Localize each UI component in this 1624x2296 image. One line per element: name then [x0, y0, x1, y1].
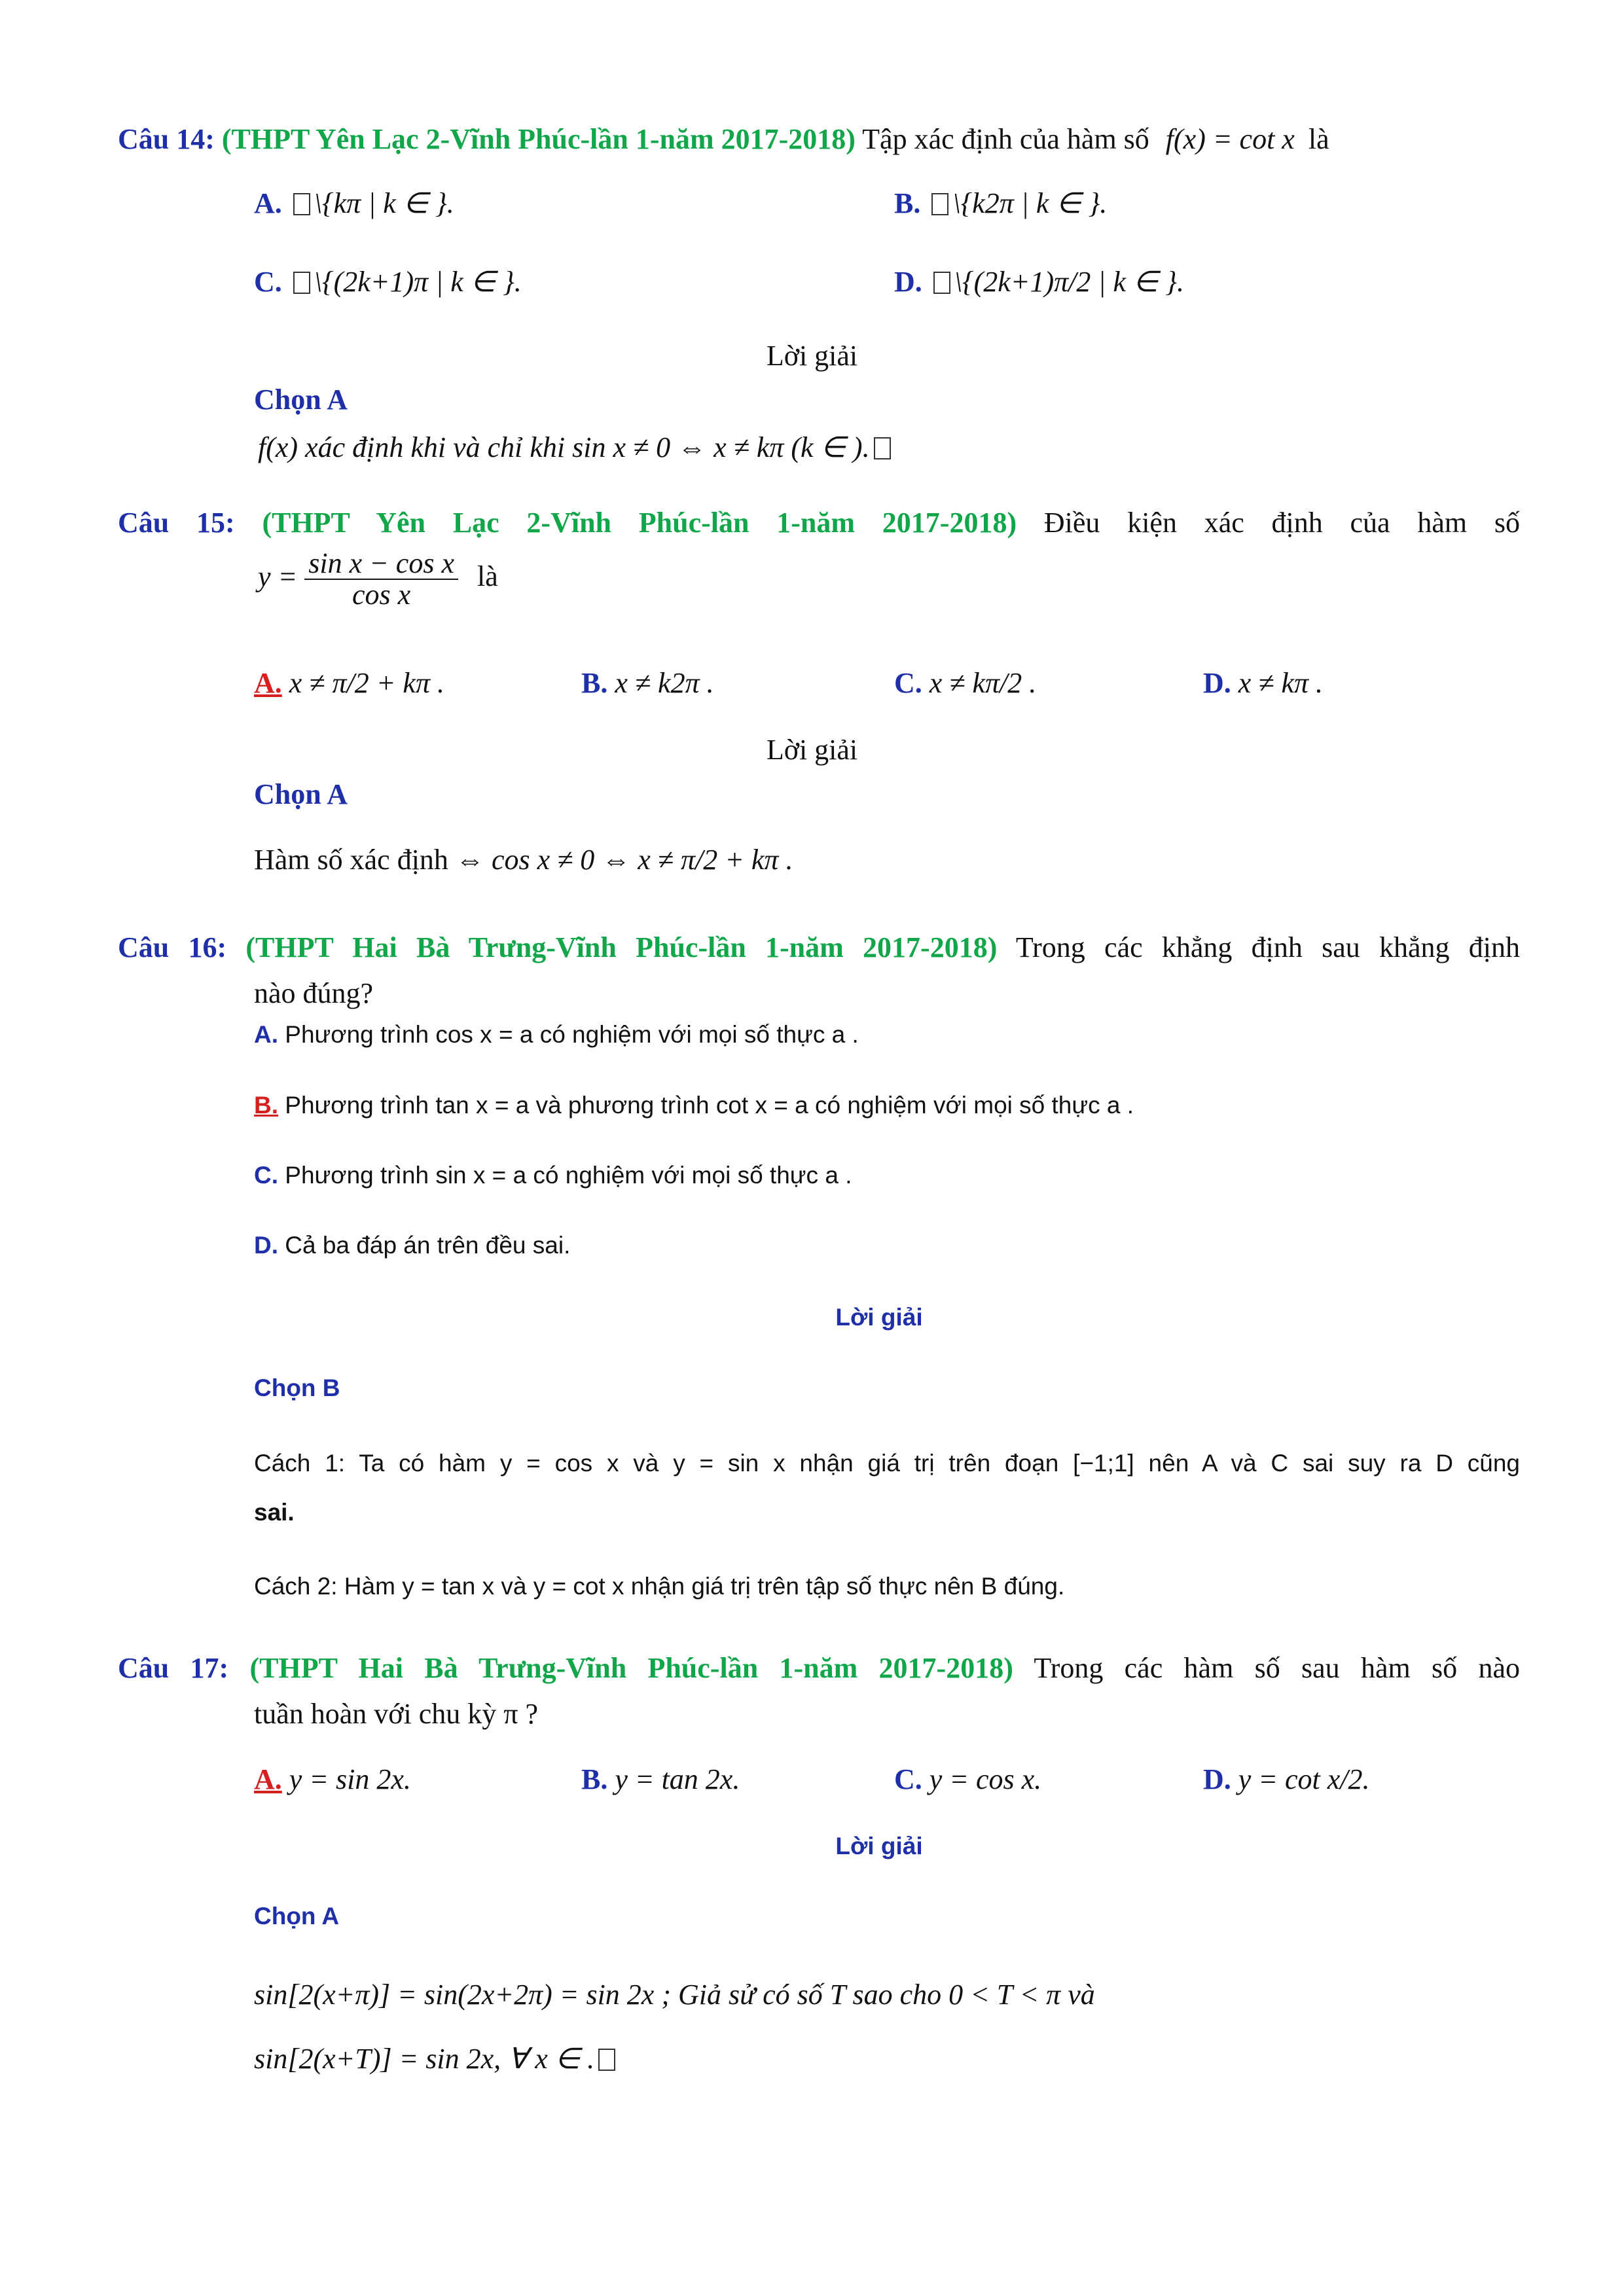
q14-option-d[interactable]: [894, 265, 1184, 298]
set-symbol-icon: [293, 193, 310, 215]
q14-explain-text: f(x) xác định khi và chỉ khi sin x ≠ 0 ⇔ x ≠ kπ (k ∈ ).: [258, 431, 870, 463]
q16-text-line1: Trong các khẳng định sau khẳng định: [1015, 931, 1520, 963]
q16-method1-text: Cách 1: Ta có hàm y = cos x và y = sin x nhận giá trị trên đoạn [−1;1] nên A và C sai suy ra D cũng: [254, 1450, 1520, 1477]
q17-solution-title: Lời giải: [835, 1833, 923, 1859]
q17-text-line1: Trong các hàm số sau hàm số nào: [1034, 1652, 1520, 1684]
q16-choose: Chọn B: [254, 1374, 340, 1401]
option-letter: D.: [254, 1232, 278, 1259]
option-letter: B.: [581, 667, 608, 699]
q17-line2-wrap: [254, 2042, 619, 2075]
q15-option-d[interactable]: [1203, 666, 1323, 700]
q17-choose: Chọn A: [254, 1903, 340, 1929]
q14-choose: Chọn A: [254, 384, 348, 416]
q14-label: Câu 14:: [118, 123, 215, 155]
q17-label: Câu 17:: [118, 1652, 229, 1684]
q14-option-b[interactable]: [894, 187, 1107, 220]
option-text: Cả ba đáp án trên đều sai.: [285, 1232, 571, 1259]
option-expr: \{(2k+1)π/2 | k ∈ }.: [954, 266, 1184, 298]
option-letter: A.: [254, 187, 282, 219]
q15-solution-title: Lời giải: [766, 734, 858, 766]
q15-explain-math: ⇔ cos x ≠ 0 ⇔ x ≠ π/2 + kπ .: [455, 844, 793, 876]
option-letter: D.: [894, 266, 922, 298]
q15-header: [118, 506, 1520, 539]
q15-choose: Chọn A: [254, 778, 348, 810]
q17-option-c[interactable]: [894, 1763, 1041, 1796]
option-expr: y = cos x.: [929, 1763, 1042, 1795]
q17-source: (THPT Hai Bà Trưng-Vĩnh Phúc-lần 1-năm 2017-2018): [249, 1652, 1013, 1684]
option-letter: D.: [1203, 667, 1231, 699]
set-symbol-icon: [933, 272, 950, 294]
q15-option-c[interactable]: [894, 666, 1036, 700]
option-letter: A.: [254, 667, 282, 699]
q15-function: [258, 548, 498, 610]
option-expr: y = cot x/2.: [1238, 1763, 1370, 1795]
option-expr: y = tan 2x.: [615, 1763, 740, 1795]
q17-header: [118, 1651, 1520, 1685]
q15-func-den: cos x: [352, 579, 411, 611]
option-letter: B.: [254, 1092, 278, 1119]
option-expr: x ≠ k2π .: [615, 667, 714, 699]
q15-option-b[interactable]: [581, 666, 714, 700]
q15-source: (THPT Yên Lạc 2-Vĩnh Phúc-lần 1-năm 2017-2018): [262, 507, 1017, 539]
set-symbol-icon: [293, 272, 310, 294]
option-letter: C.: [894, 667, 922, 699]
set-symbol-icon: [931, 193, 948, 215]
option-text: Phương trình sin x = a có nghiệm với mọi số thực a .: [285, 1162, 852, 1189]
q15-func-lhs: y =: [258, 560, 298, 593]
q15-option-a[interactable]: [254, 666, 444, 700]
option-expr: x ≠ π/2 + kπ .: [289, 667, 444, 699]
q16-label: Câu 16:: [118, 931, 227, 963]
option-letter: A.: [254, 1021, 278, 1048]
q14-header: [118, 122, 1329, 156]
q17-line2: sin[2(x+T)] = sin 2x, ∀ x ∈ .: [254, 2043, 595, 2075]
q16-option-a[interactable]: [254, 1021, 859, 1049]
q15-text: Điều kiện xác định của hàm số: [1043, 507, 1521, 539]
q16-method1-line2: sai.: [254, 1499, 295, 1526]
q14-func: f(x) = cot x: [1165, 123, 1295, 155]
q16-method2: Cách 2: Hàm y = tan x và y = cot x nhận giá trị trên tập số thực nên B đúng.: [254, 1573, 1065, 1600]
q16-solution-title: Lời giải: [835, 1304, 923, 1331]
set-symbol-icon: [874, 437, 891, 459]
q15-tail: là: [477, 560, 498, 593]
q15-func-fraction: [304, 548, 458, 610]
q16-source: (THPT Hai Bà Trưng-Vĩnh Phúc-lần 1-năm 2017-2018): [245, 931, 998, 963]
option-expr: \{(2k+1)π | k ∈ }.: [314, 266, 522, 298]
q16-text-line2: nào đúng?: [254, 977, 374, 1009]
q17-option-b[interactable]: [581, 1763, 740, 1796]
q17-option-a[interactable]: [254, 1763, 411, 1796]
option-letter: C.: [894, 1763, 922, 1795]
q14-text: Tập xác định của hàm số: [862, 123, 1149, 155]
option-letter: D.: [1203, 1763, 1231, 1795]
option-expr: y = sin 2x.: [289, 1763, 411, 1795]
q16-option-b[interactable]: [254, 1092, 1134, 1119]
option-expr: x ≠ kπ .: [1238, 667, 1324, 699]
option-letter: B.: [581, 1763, 608, 1795]
option-text: Phương trình cos x = a có nghiệm với mọi số thực a .: [285, 1021, 859, 1048]
q16-option-c[interactable]: [254, 1162, 852, 1189]
q16-option-d[interactable]: [254, 1232, 570, 1259]
q14-tail: là: [1308, 123, 1329, 155]
option-expr: x ≠ kπ/2 .: [929, 667, 1037, 699]
q17-text-line2: tuần hoàn với chu kỳ π ?: [254, 1698, 539, 1730]
q14-option-a[interactable]: [254, 187, 454, 220]
option-letter: A.: [254, 1763, 282, 1795]
option-letter: C.: [254, 266, 282, 298]
q17-option-d[interactable]: [1203, 1763, 1370, 1796]
q14-option-c[interactable]: [254, 265, 522, 298]
option-expr: \{kπ | k ∈ }.: [314, 187, 454, 219]
q15-func-num: sin x − cos x: [304, 548, 458, 580]
set-symbol-icon: [598, 2049, 615, 2071]
q17-line1: sin[2(x+π)] = sin(2x+2π) = sin 2x ; Giả sử có số T sao cho 0 < T < π và: [254, 1979, 1095, 2011]
q16-header: [118, 931, 1520, 964]
q15-explain: [254, 843, 793, 876]
q15-explain-text: Hàm số xác định: [254, 844, 448, 876]
option-text: Phương trình tan x = a và phương trình cot x = a có nghiệm với mọi số thực a .: [285, 1092, 1134, 1119]
q14-source: (THPT Yên Lạc 2-Vĩnh Phúc-lần 1-năm 2017-2018): [221, 123, 856, 155]
option-letter: C.: [254, 1162, 278, 1189]
option-expr: \{k2π | k ∈ }.: [952, 187, 1108, 219]
q14-explain: [258, 431, 895, 464]
q14-solution-title: Lời giải: [766, 340, 858, 372]
option-letter: B.: [894, 187, 921, 219]
q15-label: Câu 15:: [118, 507, 235, 539]
q16-method1-line1: [254, 1450, 1520, 1477]
